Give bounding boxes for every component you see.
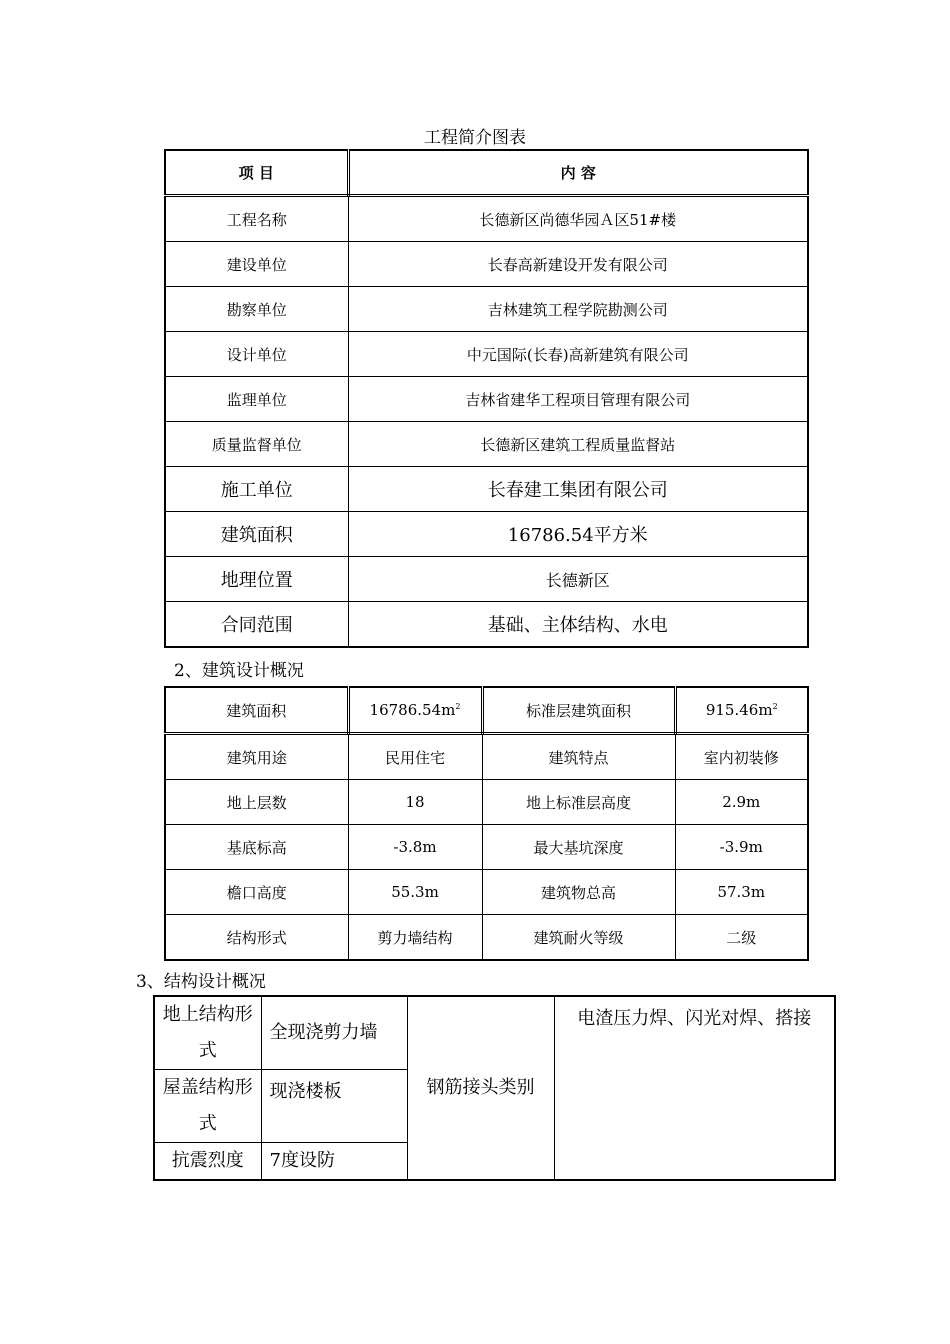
row-label: 工程名称: [165, 196, 348, 242]
cell-value: 57.3m: [675, 870, 808, 915]
row-value: 基础、主体结构、水电: [348, 602, 808, 648]
cell-label: 建筑物总高: [482, 870, 675, 915]
row-value: 长德新区尚德华园Ａ区51#楼: [348, 196, 808, 242]
table-row: [165, 422, 808, 467]
table-row: [165, 287, 808, 332]
row-label: 合同范围: [165, 602, 348, 648]
rebar-label: 钢筋接头类别: [407, 996, 554, 1180]
cell-value: 55.3m: [348, 870, 482, 915]
cell-value: -3.9m: [675, 825, 808, 870]
table-row: [165, 602, 808, 648]
architectural-design-table: [164, 686, 809, 961]
table-row: [165, 467, 808, 512]
cell-label: 建筑面积: [165, 687, 348, 734]
row-value: 吉林建筑工程学院勘测公司: [348, 287, 808, 332]
cell-label: 建筑特点: [482, 734, 675, 780]
table-row: [165, 512, 808, 557]
table-row: [165, 870, 808, 915]
row-label: 质量监督单位: [165, 422, 348, 467]
cell-value: 2.9m: [675, 780, 808, 825]
structural-design-table: [153, 995, 836, 1181]
row-label: 屋盖结构形式: [154, 1070, 261, 1143]
row-value: 吉林省建华工程项目管理有限公司: [348, 377, 808, 422]
cell-label: 建筑用途: [165, 734, 348, 780]
row-label: 建设单位: [165, 242, 348, 287]
cell-label: 标准层建筑面积: [482, 687, 675, 734]
table-row: [165, 377, 808, 422]
section3-heading: 3、结构设计概况: [136, 972, 266, 992]
cell-label: 檐口高度: [165, 870, 348, 915]
row-value: 现浇楼板: [261, 1070, 407, 1143]
cell-value: 二级: [675, 915, 808, 961]
row-value: 16786.54平方米: [348, 512, 808, 557]
table-row: [165, 557, 808, 602]
project-overview-table: [164, 149, 809, 648]
cell-label: 地上标准层高度: [482, 780, 675, 825]
table-row: [165, 687, 808, 734]
table-row: [165, 780, 808, 825]
table-row: [165, 242, 808, 287]
cell-label: 结构形式: [165, 915, 348, 961]
cell-value: $16786.54m^2$: [348, 687, 482, 734]
row-label: 建筑面积: [165, 512, 348, 557]
table-row: [165, 332, 808, 377]
cell-value: 18: [348, 780, 482, 825]
rebar-value: 电渣压力焊、闪光对焊、搭接: [554, 996, 835, 1180]
row-label: 勘察单位: [165, 287, 348, 332]
row-value: 长春高新建设开发有限公司: [348, 242, 808, 287]
row-label: 监理单位: [165, 377, 348, 422]
cell-label: 建筑耐火等级: [482, 915, 675, 961]
row-label: 设计单位: [165, 332, 348, 377]
row-label: 地理位置: [165, 557, 348, 602]
header-item: 项 目: [165, 150, 348, 196]
section2-heading: 2、建筑设计概况: [174, 661, 304, 681]
row-label: 地上结构形式: [154, 996, 261, 1070]
cell-value: 剪力墙结构: [348, 915, 482, 961]
table-row: [154, 996, 835, 1070]
header-content: 内 容: [348, 150, 808, 196]
row-value: 全现浇剪力墙: [261, 996, 407, 1070]
page-title: 工程简介图表: [424, 128, 526, 148]
row-value: 7度设防: [261, 1143, 407, 1181]
row-value: 长德新区: [348, 557, 808, 602]
row-value: 长德新区建筑工程质量监督站: [348, 422, 808, 467]
table-row: [165, 915, 808, 961]
cell-label: 基底标高: [165, 825, 348, 870]
cell-label: 地上层数: [165, 780, 348, 825]
table-row: [165, 825, 808, 870]
table-row: [165, 196, 808, 242]
row-label: 抗震烈度: [154, 1143, 261, 1181]
table-header-row: [165, 150, 808, 196]
row-label: 施工单位: [165, 467, 348, 512]
row-value: 中元国际(长春)高新建筑有限公司: [348, 332, 808, 377]
cell-value: $915.46m^2$: [675, 687, 808, 734]
cell-value: 民用住宅: [348, 734, 482, 780]
row-value: 长春建工集团有限公司: [348, 467, 808, 512]
cell-value: 室内初装修: [675, 734, 808, 780]
table-row: [165, 734, 808, 780]
cell-label: 最大基坑深度: [482, 825, 675, 870]
cell-value: -3.8m: [348, 825, 482, 870]
